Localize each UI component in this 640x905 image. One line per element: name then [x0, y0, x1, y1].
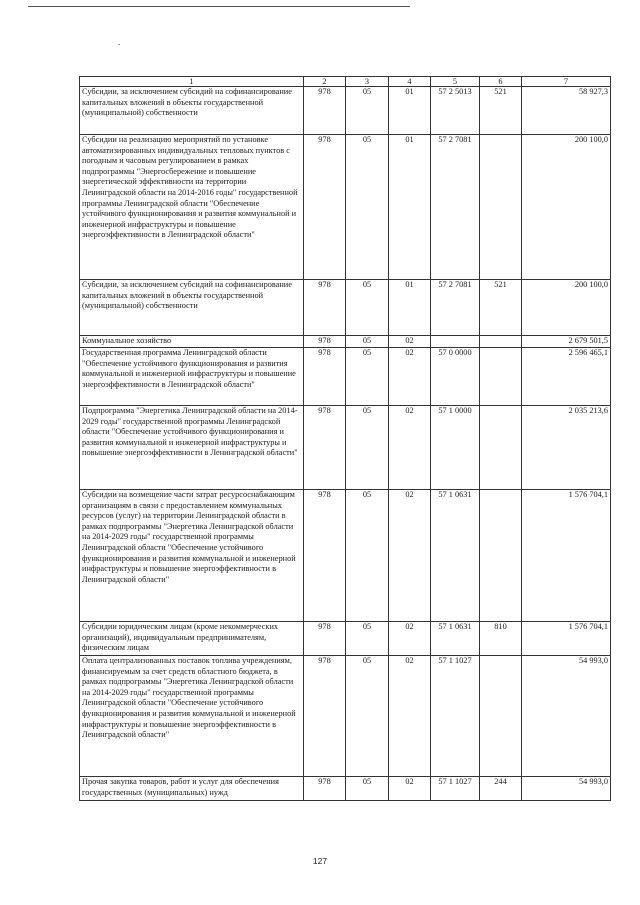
row-section-code: 05 — [346, 490, 389, 622]
row-subsection-code: 01 — [389, 87, 431, 135]
row-expense-type: 244 — [480, 777, 522, 801]
col-header-1: 1 — [80, 77, 304, 87]
row-ministry-code: 978 — [304, 656, 346, 777]
row-target-code: 57 0 0000 — [431, 348, 480, 406]
scan-speck — [118, 44, 120, 45]
row-target-code: 57 1 1027 — [431, 777, 480, 801]
col-header-2: 2 — [304, 77, 346, 87]
row-target-code: 57 1 1027 — [431, 656, 480, 777]
row-name: Подпрограмма "Энергетика Ленинградской области на 2014-2029 годы" государственной программы Ленинградской области "Обеспечение устойчивого функционирования и развития коммунальной и инженерной инфраструктуры и повышение энергоэффективности в Ленинградской области" — [80, 406, 304, 490]
row-section-code: 05 — [346, 348, 389, 406]
col-header-6: 6 — [480, 77, 522, 87]
row-expense-type — [480, 406, 522, 490]
col-header-5: 5 — [431, 77, 480, 87]
col-header-4: 4 — [389, 77, 431, 87]
top-rule — [28, 6, 410, 7]
table-row — [80, 490, 611, 622]
row-subsection-code: 01 — [389, 280, 431, 336]
page-number: 127 — [312, 856, 328, 866]
row-target-code: 57 1 0631 — [431, 622, 480, 656]
row-expense-type: 810 — [480, 622, 522, 656]
table-row — [80, 348, 611, 406]
table-row — [80, 87, 611, 135]
row-name: Коммунальное хозяйство — [80, 336, 304, 348]
table-row — [80, 406, 611, 490]
table-row — [80, 656, 611, 777]
table-row — [80, 777, 611, 801]
row-name: Субсидии юридическим лицам (кроме некоммерческих организаций), индивидуальным предпринимателям, физическим лицам — [80, 622, 304, 656]
row-ministry-code: 978 — [304, 490, 346, 622]
row-subsection-code: 02 — [389, 490, 431, 622]
row-ministry-code: 978 — [304, 87, 346, 135]
row-name: Прочая закупка товаров, работ и услуг для обеспечения государственных (муниципальных) нужд — [80, 777, 304, 801]
budget-table — [79, 76, 611, 801]
row-section-code: 05 — [346, 622, 389, 656]
row-amount: 1 576 704,1 — [522, 622, 611, 656]
row-target-code: 57 1 0000 — [431, 406, 480, 490]
row-ministry-code: 978 — [304, 622, 346, 656]
row-target-code: 57 2 7081 — [431, 135, 480, 280]
row-subsection-code: 02 — [389, 622, 431, 656]
row-expense-type — [480, 135, 522, 280]
row-target-code — [431, 336, 480, 348]
row-ministry-code: 978 — [304, 336, 346, 348]
row-subsection-code: 02 — [389, 348, 431, 406]
row-target-code: 57 2 7081 — [431, 280, 480, 336]
row-amount: 2 679 501,5 — [522, 336, 611, 348]
row-ministry-code: 978 — [304, 406, 346, 490]
row-ministry-code: 978 — [304, 777, 346, 801]
row-name: Субсидии на возмещение части затрат ресурсоснабжающим организациям в связи с предоставлением коммунальных ресурсов (услуг) на территории Ленинградской области в рамках подпрограммы "Энергетика Ленинградской области на 2014-2029 годы" государственной программы Ленинградской области "Обеспечение устойчивого функционирования и развития коммунальной и инженерной инфраструктуры и повышение энергоэффективности в Ленинградской области" — [80, 490, 304, 622]
row-amount: 2 035 213,6 — [522, 406, 611, 490]
row-target-code: 57 1 0631 — [431, 490, 480, 622]
row-expense-type: 521 — [480, 87, 522, 135]
row-subsection-code: 01 — [389, 135, 431, 280]
row-subsection-code: 02 — [389, 777, 431, 801]
row-expense-type — [480, 336, 522, 348]
table-row — [80, 280, 611, 336]
row-ministry-code: 978 — [304, 348, 346, 406]
row-name: Оплата централизованных поставок топлива учреждениям, финансируемым за счет средств областного бюджета, в рамках подпрограммы "Энергетика Ленинградской области на 2014-2029 годы" государственной программы Ленинградской области "Обеспечение устойчивого функционирования и развития коммунальной и инженерной инфраструктуры и повышение энергоэффективности в Ленинградской области" — [80, 656, 304, 777]
row-amount: 54 993,0 — [522, 656, 611, 777]
row-section-code: 05 — [346, 336, 389, 348]
row-subsection-code: 02 — [389, 406, 431, 490]
table-row — [80, 336, 611, 348]
row-target-code: 57 2 5013 — [431, 87, 480, 135]
row-amount: 1 576 704,1 — [522, 490, 611, 622]
row-ministry-code: 978 — [304, 135, 346, 280]
row-amount: 200 100,0 — [522, 280, 611, 336]
row-name: Субсидии на реализацию мероприятий по установке автоматизированных индивидуальных тепловых пунктов с погодным и часовым регулированием в рамках подпрограммы "Энергосбережение и повышение энергетической эффективности на территории Ленинградской области на 2014-2016 годы" государственной программы Ленинградской области "Обеспечение устойчивого функционирования и развития коммунальной и инженерной инфраструктуры и повышение энергоэффективности в Ленинградской области" — [80, 135, 304, 280]
row-section-code: 05 — [346, 406, 389, 490]
row-section-code: 05 — [346, 656, 389, 777]
row-section-code: 05 — [346, 87, 389, 135]
row-expense-type: 521 — [480, 280, 522, 336]
row-section-code: 05 — [346, 280, 389, 336]
row-expense-type — [480, 490, 522, 622]
row-amount: 54 993,0 — [522, 777, 611, 801]
table-row — [80, 622, 611, 656]
col-header-7: 7 — [522, 77, 611, 87]
row-section-code: 05 — [346, 777, 389, 801]
row-subsection-code: 02 — [389, 656, 431, 777]
table-row — [80, 135, 611, 280]
col-header-3: 3 — [346, 77, 389, 87]
row-amount: 200 100,0 — [522, 135, 611, 280]
row-name: Государственная программа Ленинградской области "Обеспечение устойчивого функционирования и развития коммунальной и инженерной инфраструктуры и повышение энергоэффективности в Ленинградской области" — [80, 348, 304, 406]
row-amount: 58 927,3 — [522, 87, 611, 135]
row-section-code: 05 — [346, 135, 389, 280]
row-expense-type — [480, 348, 522, 406]
row-ministry-code: 978 — [304, 280, 346, 336]
row-name: Субсидии, за исключением субсидий на софинансирование капитальных вложений в объекты государственной (муниципальной) собственности — [80, 87, 304, 135]
column-number-row — [80, 77, 611, 87]
row-amount: 2 596 465,1 — [522, 348, 611, 406]
row-expense-type — [480, 656, 522, 777]
row-subsection-code: 02 — [389, 336, 431, 348]
row-name: Субсидии, за исключением субсидий на софинансирование капитальных вложений в объекты государственной (муниципальной) собственности — [80, 280, 304, 336]
